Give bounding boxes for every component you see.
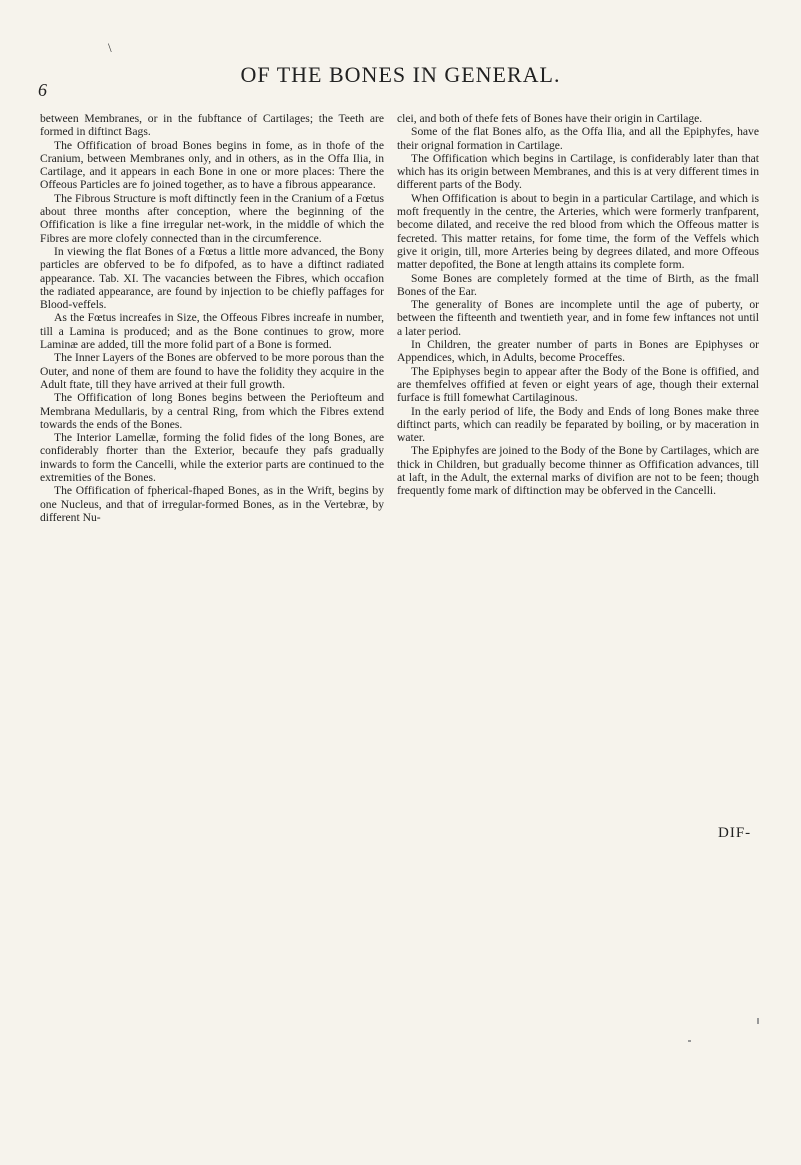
paragraph: The Offification of broad Bones begins in fome, as in thofe of the Cranium, between Membranes only, and in others, as in the Offa Ilia, in Cartilage, and it appears in each Bone in one or more places: There the Offeous Particles are fo joined together, as to have a fibrous appearance. <box>40 138 384 192</box>
paragraph: In Children, the greater number of parts in Bones are Epiphyses or Appendices, which, in Adults, become Proceffes. <box>397 338 759 365</box>
paragraph: The Offification of long Bones begins between the Periofteum and Membrana Medullaris, by a central Ring, from which the Fibres extend towards the ends of the Bones. <box>40 391 384 431</box>
paragraph: The Inner Layers of the Bones are obferved to be more porous than the Outer, and none of them are found to have the folidity they acquire in the Adult ftate, till they have arrived at their full growth. <box>40 351 384 391</box>
paragraph: When Offification is about to begin in a particular Cartilage, and which is moft frequently in the centre, the Arteries, which were formerly tranfparent, become dilated, and receive the red blood from which the Offeous matter is fecreted. This matter retains, for fome time, the form of the Veffels which give it origin, till, more Arteries being by degrees dilated, and more Offeous matter depofited, the Bone at length attains its complete form. <box>397 191 759 272</box>
paragraph: In the early period of life, the Body and Ends of long Bones make three diftinct parts, which can readily be feparated by boiling, or by maceration in water. <box>397 404 759 445</box>
paragraph: The generality of Bones are incomplete until the age of puberty, or between the fifteenth and twentieth year, and in fome few inftances not until a later period. <box>397 298 759 338</box>
paragraph: Some Bones are completely formed at the time of Birth, as the fmall Bones of the Ear. <box>397 271 759 298</box>
running-head: OF THE BONES IN GENERAL. <box>240 62 561 87</box>
catchword: DIF- <box>718 825 752 841</box>
paragraph: The Interior Lamellæ, forming the folid fides of the long Bones, are confiderably fhorter than the Exterior, becaufe they pafs gradually inwards to form the Cancelli, while the exterior parts are continued to the extremities of the Bones. <box>40 431 384 485</box>
page-number: 6 <box>38 80 47 100</box>
paragraph: clei, and both of thefe fets of Bones have their origin in Cartilage. <box>397 112 703 125</box>
paragraph: The Offification of fpherical-fhaped Bones, as in the Wrift, begins by one Nucleus, and that of irregular-formed Bones, as in the Vertebræ, by different Nu- <box>40 484 384 524</box>
paragraph: Some of the flat Bones alfo, as the Offa Ilia, and all the Epiphyfes, have their orignal formation in Cartilage. <box>397 125 759 152</box>
paragraph: The Epiphyfes are joined to the Body of the Bone by Cartilages, which are thick in Children, but gradually become thinner as Offification advances, till at laft, in the Adult, the external marks of divifion are not to be feen; though frequently fome mark of diftinction may be obferved in the Cancelli. <box>397 444 759 498</box>
left-column <box>40 112 384 524</box>
paragraph: The Offification which begins in Cartilage, is confiderably later than that which has its origin between Membranes, and this is at very different times in different parts of the Body. <box>397 151 759 192</box>
corner-mark: \ <box>108 40 112 55</box>
paragraph: between Membranes, or in the fubftance of Cartilages; the Teeth are formed in diftinct Bags. <box>40 112 384 139</box>
paragraph: The Fibrous Structure is moft diftinctly feen in the Cranium of a Fœtus about three months after conception, where the beginning of the Offification is like a fine irregular net-work, in the middle of which the Fibres are more clofely connected than in the circumference. <box>40 191 384 245</box>
paragraph: The Epiphyses begin to appear after the Body of the Bone is offified, and are themfelves offified at feven or eight years of age, though their external furface is ftill fomewhat Cartilaginous. <box>397 364 759 405</box>
paragraph: In viewing the flat Bones of a Fœtus a little more advanced, the Bony particles are obferved to be fo difpofed, as to have a diftinct radiated appearance. Tab. XI. The vacancies between the Fibres, which occafion the radiated appearance, are found by injection to be chiefly paffages for Blood-veffels. <box>40 244 384 312</box>
right-column <box>397 112 759 498</box>
paper-speck <box>757 1018 759 1024</box>
paragraph: As the Fœtus increafes in Size, the Offeous Fibres increafe in number, till a Lamina is produced; and as the Bone continues to grow, more Laminæ are added, till the more folid part of a Bone is formed. <box>40 311 384 352</box>
paper-speck <box>688 1040 691 1042</box>
